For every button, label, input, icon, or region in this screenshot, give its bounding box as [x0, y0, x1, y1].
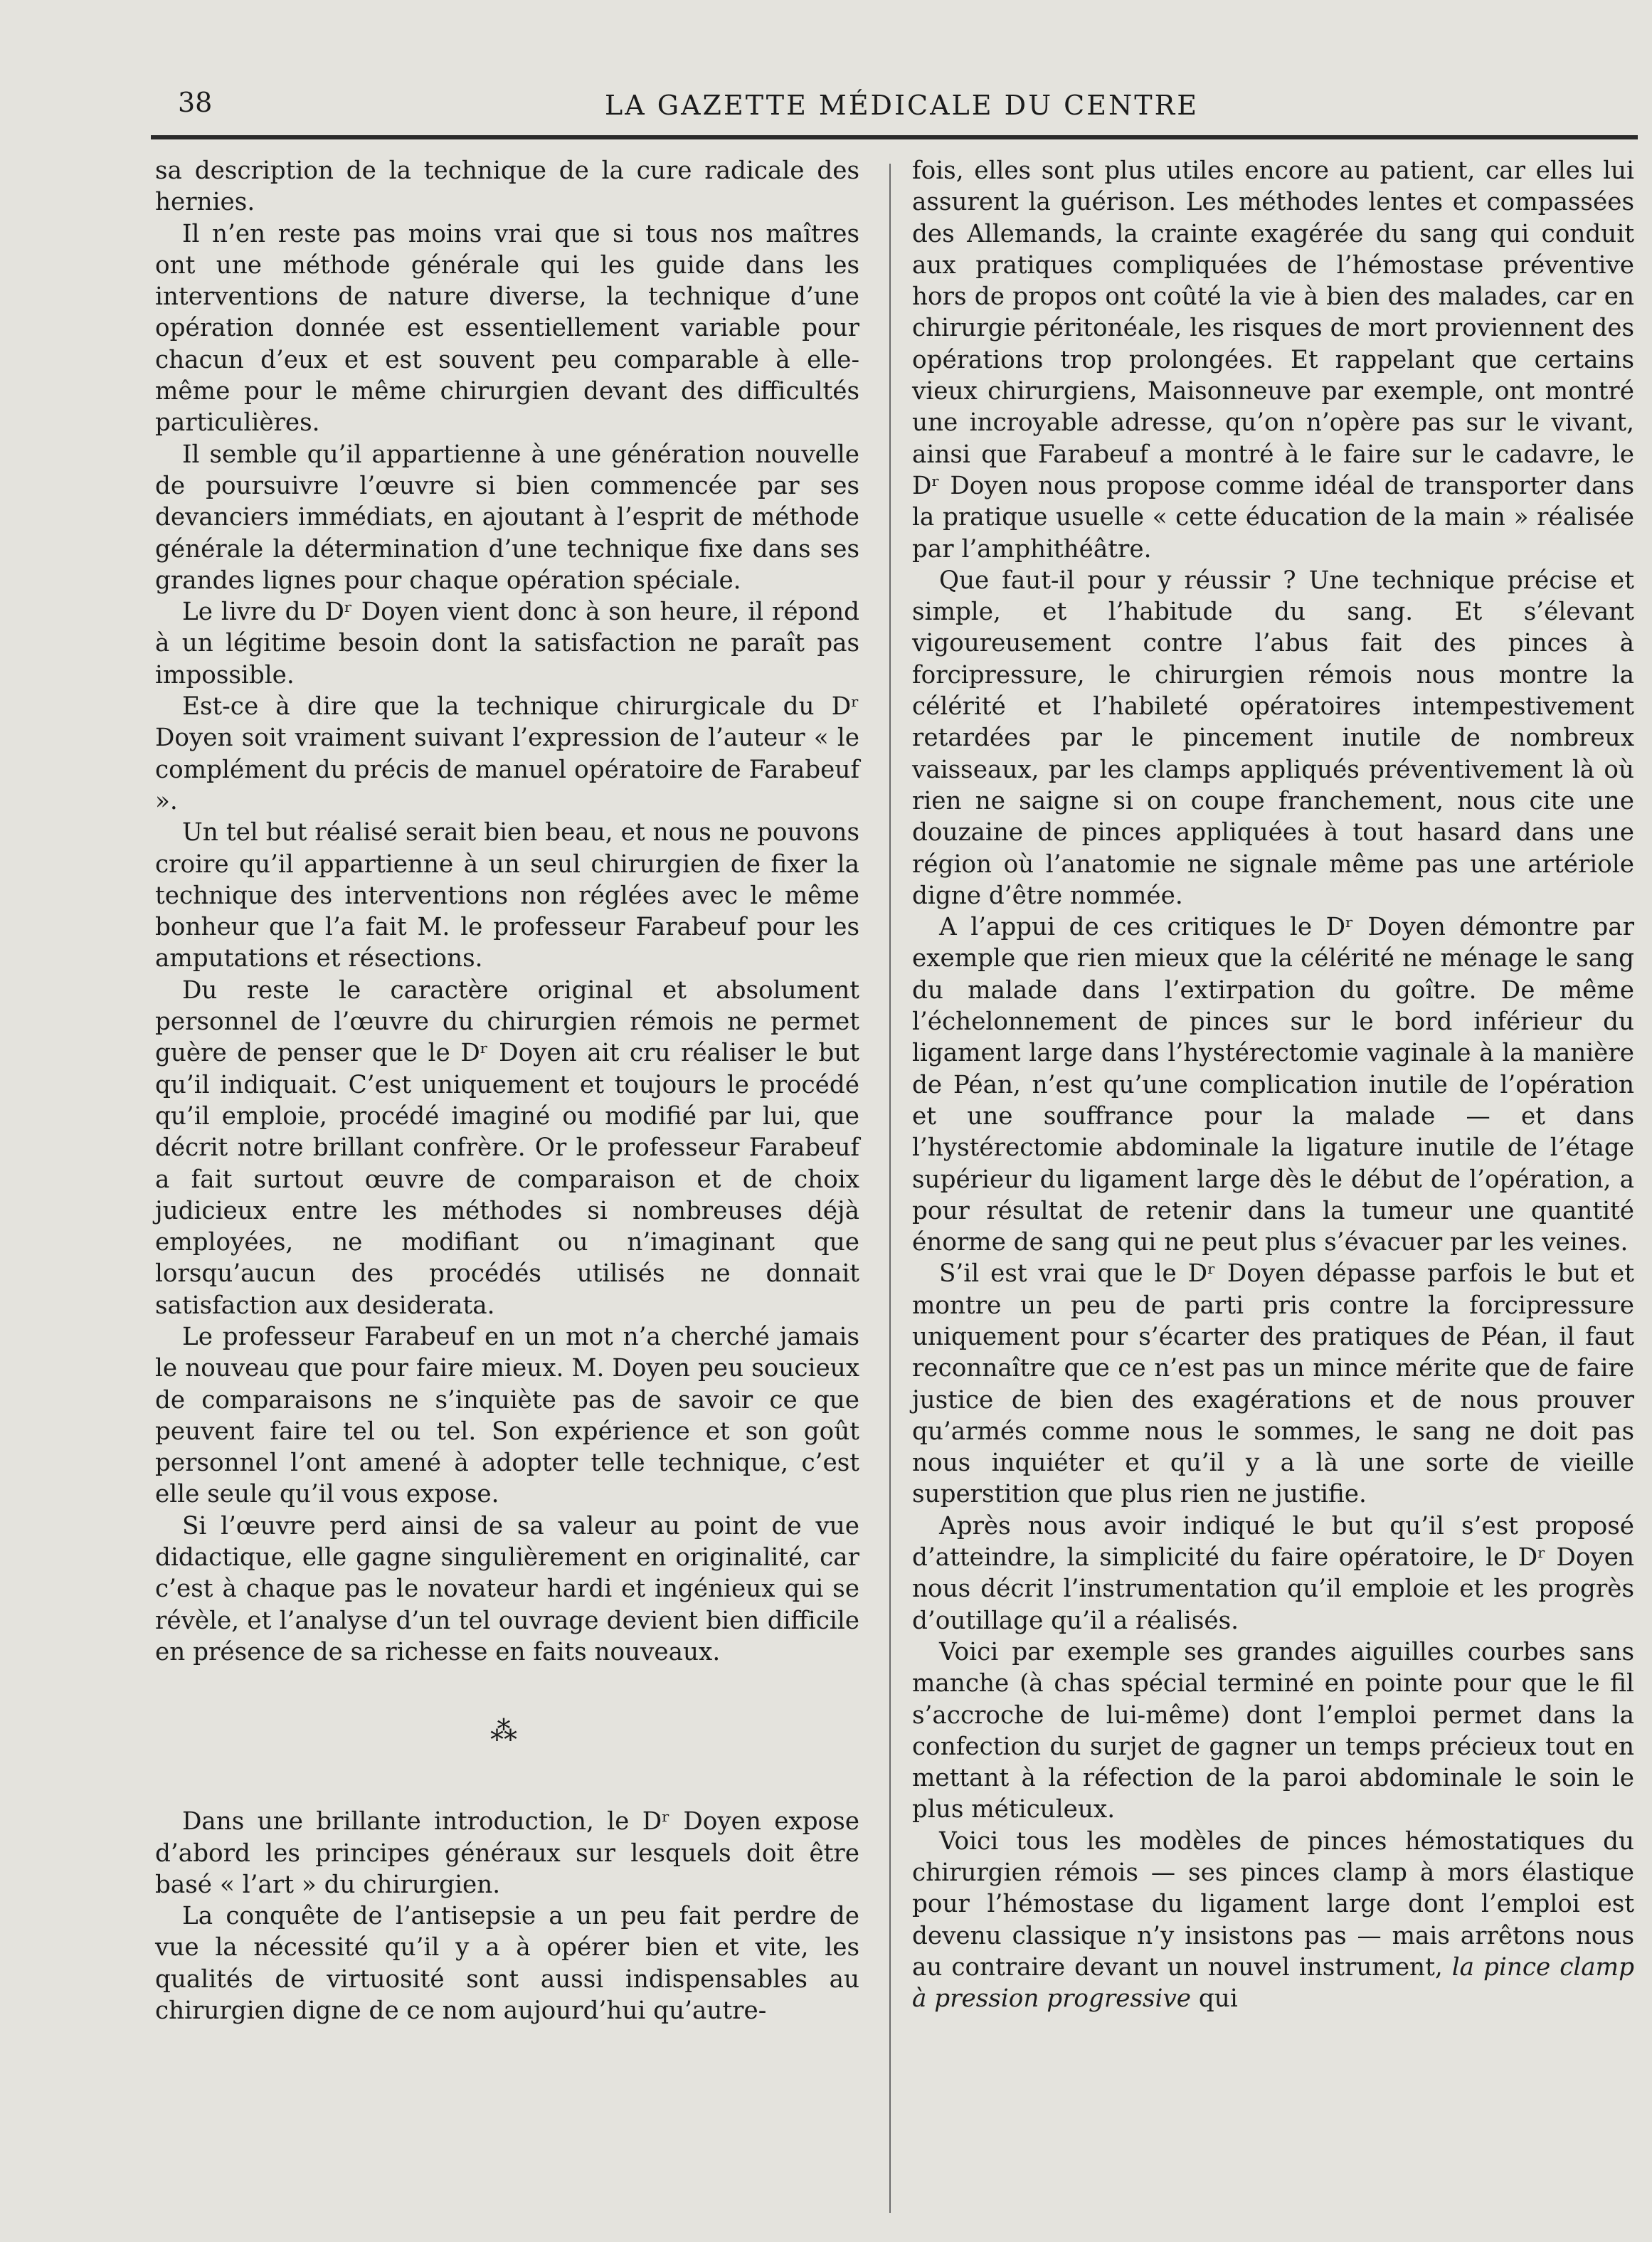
paragraph: Le livre du Dʳ Doyen vient donc à son heure, il répond à un légitime besoin dont la satisfaction ne paraît pas impossible. [155, 598, 859, 689]
paragraph: sa description de la technique de la cure radicale des hernies. [155, 157, 859, 217]
left-column [155, 155, 859, 2026]
paragraph: Il n’en reste pas moins vrai que si tous nos maîtres ont une méthode générale qui les guide dans les interventions de nature diverse, la technique d’une opération donnée est essentiellement variable pour chacun d’eux et est souvent peu comparable à elle-même pour le même chirurgien devant des difficultés particulières. [155, 219, 859, 438]
paragraph: Du reste le caractère original et absolument personnel de l’œuvre du chirurgien rémois ne permet guère de penser que le Dʳ Doyen ait cru réaliser le but qu’il indiquait. C’est uniquement et toujours le procédé qu’il emploie, procédé imaginé ou modifié par lui, que décrit notre brillant confrère. Or le professeur Farabeuf a fait surtout œuvre de comparaison et de choix judicieux entre les méthodes si nombreuses déjà employées, ne modifiant ou n’imaginant que lorsqu’aucun des procédés utilisés ne donnait satisfaction aux desiderata. [155, 975, 859, 1320]
paragraph: La conquête de l’antisepsie a un peu fait perdre de vue la nécessité qu’il y a à opérer bien et vite, les qualités de virtuosité sont aussi indispensables au chirurgien digne de ce nom aujourd’hui qu’autre- [155, 1902, 859, 2026]
paragraph: Dans une brillante introduction, le Dʳ Doyen expose d’abord les principes généraux sur lesquels doit être basé « l’art » du chirurgien. [155, 1807, 859, 1899]
page-header [178, 80, 1629, 129]
paragraph: Voici par exemple ses grandes aiguilles courbes sans manche (à chas spécial terminé en pointe pour que le fil s’accroche de lui-même) dont l’emploi permet dans la confection du surjet de gagner un temps précieux tout en mettant à la réfection de la paroi abdominale le soin le plus méticuleux. [912, 1637, 1634, 1824]
paragraph-tail: qui [1198, 1984, 1238, 2014]
section-mark: ⁂ [490, 1715, 524, 1747]
paragraph: Après nous avoir indiqué le but qu’il s’est proposé d’atteindre, la simplicité du faire opératoire, le Dʳ Doyen nous décrit l’instrumentation qu’il emploie et les progrès d’outillage qu’il a réalisés. [912, 1511, 1634, 1635]
header-rule [151, 135, 1638, 139]
paragraph: Est-ce à dire que la technique chirurgicale du Dʳ Doyen soit vraiment suivant l’expression de l’auteur « le complément du précis de manuel opératoire de Farabeuf ». [155, 692, 859, 815]
italic-phrase: la pince clamp à pression progressive [912, 1952, 1634, 2014]
paragraph: Il semble qu’il appartienne à une génération nouvelle de poursuivre l’œuvre si bien commencée par ses devanciers immédiats, en ajoutant à l’esprit de méthode générale la détermination d’une technique fixe dans ses grandes lignes pour chaque opération spéciale. [155, 440, 859, 595]
paragraph: A l’appui de ces critiques le Dʳ Doyen démontre par exemple que rien mieux que la célérité ne ménage le sang du malade dans l’extirpation du goître. De même l’échelonnement de pinces sur le bord inférieur du ligament large dans l’hystérectomie vaginale à la manière de Péan, n’est qu’une complication inutile de l’opération et une souffrance pour la malade — et dans l’hystérectomie abdominale la ligature inutile de l’étage supérieur du ligament large dès le début de l’opération, a pour résultat de retenir dans la tumeur une quantité énorme de sang qui ne peut plus s’évacuer par les veines. [912, 913, 1634, 1257]
paragraph: Le professeur Farabeuf en un mot n’a cherché jamais le nouveau que pour faire mieux. M. Doyen peu soucieux de comparaisons ne s’inquiète pas de savoir ce que peuvent faire tel ou tel. Son expérience et son goût personnel l’ont amené à adopter telle technique, c’est elle seule qu’il vous expose. [155, 1322, 859, 1509]
column-divider [889, 164, 891, 2213]
right-column [912, 155, 1634, 2015]
paragraph: Si l’œuvre perd ainsi de sa valeur au point de vue didactique, elle gagne singulièrement en originalité, car c’est à chaque pas le novateur hardi et ingénieux qui se révèle, et l’analyse d’un tel ouvrage devient bien difficile en présence de sa richesse en faits nouveaux. [155, 1511, 859, 1666]
paragraph: Que faut-il pour y réussir ? Une technique précise et simple, et l’habitude du sang. Et s’élevant vigoureusement contre l’abus fait des pinces à forcipressure, le chirurgien rémois nous montre la célérité et l’habileté opératoires intempestivement retardées par le pincement inutile de nombreux vaisseaux, par les clamps appliqués préventivement là où rien ne saigne si on coupe franchement, nous cite une douzaine de pinces appliquées à tout hasard dans une région où l’anatomie ne signale même pas une artériole digne d’être nommée. [912, 566, 1634, 910]
paragraph: Un tel but réalisé serait bien beau, et nous ne pouvons croire qu’il appartienne à un seul chirurgien de fixer la technique des interventions non réglées avec le même bonheur que l’a fait M. le professeur Farabeuf pour les amputations et résections. [155, 818, 859, 973]
running-head: LA GAZETTE MÉDICALE DU CENTRE [605, 90, 1199, 121]
page-number: 38 [178, 87, 213, 118]
paragraph-text: Voici tous les modèles de pinces hémostatiques du chirurgien rémois — ses pinces clamp à mors élastique pour l’hémostase du ligament large dont l’emploi est devenu classique n’y insistons pas — mais arrêtons nous au contraire devant un nouvel instrument, [912, 1826, 1634, 1982]
paragraph: fois, elles sont plus utiles encore au patient, car elles lui assurent la guérison. Les méthodes lentes et compassées des Allemands, la crainte exagérée du sang qui conduit aux pratiques compliquées de l’hémostase préventive hors de propos ont coûté la vie à bien des malades, car en chirurgie péritonéale, les risques de mort proviennent des opérations trop prolongées. Et rappelant que certains vieux chirurgiens, Maisonneuve par exemple, ont montré une incroyable adresse, qu’on n’opère pas sur le vivant, ainsi que Farabeuf a montré à le faire sur le cadavre, le Dʳ Doyen nous propose comme idéal de transporter dans la pratique usuelle « cette éducation de la main » réalisée par l’amphithéâtre. [912, 157, 1634, 564]
paragraph: S’il est vrai que le Dʳ Doyen dépasse parfois le but et montre un peu de parti pris contre la forcipressure uniquement pour s’écarter des pratiques de Péan, il faut reconnaître que ce n’est pas un mince mérite que de faire justice de bien des exagérations et de nous prouver qu’armés comme nous le sommes, le sang ne doit pas nous inquiéter et qu’il y a là une sorte de vieille superstition que plus rien ne justifie. [912, 1259, 1634, 1509]
paragraph-last [912, 1826, 1634, 2015]
